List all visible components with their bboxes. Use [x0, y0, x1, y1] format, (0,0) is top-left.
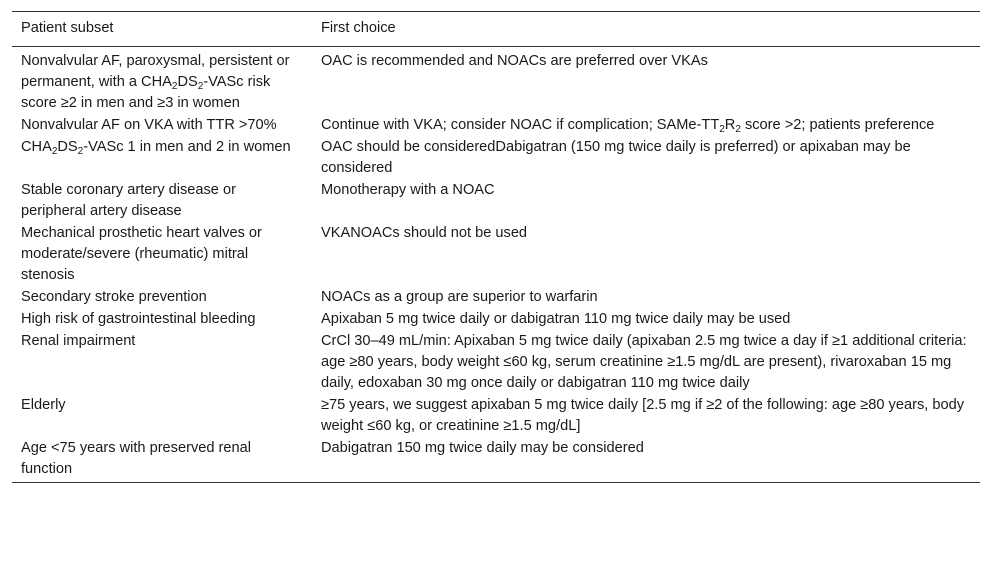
cell-patient-subset	[12, 137, 312, 180]
cell-patient-subset	[12, 331, 312, 395]
cell-text: Nonvalvular AF, paroxysmal, persistent or permanent, with a CHA	[21, 53, 290, 90]
cell-text: CrCl 30–49 mL/min: Apixaban 5 mg twice daily (apixaban 2.5 mg twice a day if ≥1 additional criteria: age ≥80 years, body weight ≤60 kg, serum creatinine ≥1.5 mg/dL are present), rivaroxaban 15 mg daily, edoxaban 30 mg once daily or dabigatran 110 mg twice daily	[321, 333, 967, 391]
cell-patient-subset	[12, 47, 312, 116]
cell-patient-subset	[12, 287, 312, 309]
cell-text: Mechanical prosthetic heart valves or moderate/severe (rheumatic) mitral stenosis	[21, 225, 262, 283]
cell-text: Elderly	[21, 397, 66, 413]
cell-first-choice	[312, 180, 980, 223]
table-row	[12, 115, 980, 137]
recommendation-table	[12, 11, 980, 483]
table-row	[12, 223, 980, 287]
header-patient-subset: Patient subset	[21, 20, 114, 36]
header-first-choice: First choice	[321, 20, 396, 36]
cell-text: -VASc risk score ≥2 in men and ≥3 in women	[21, 74, 271, 111]
subscript-text: 2	[735, 124, 741, 135]
cell-patient-subset	[12, 223, 312, 287]
cell-text: Secondary stroke prevention	[21, 289, 207, 305]
cell-text: NOACs as a group are superior to warfarin	[321, 289, 598, 305]
cell-text: DS	[57, 139, 78, 155]
cell-text: Renal impairment	[21, 333, 136, 349]
cell-first-choice	[312, 47, 980, 116]
cell-text: Dabigatran 150 mg twice daily may be considered	[321, 440, 644, 456]
cell-text: Nonvalvular AF on VKA with TTR >70%	[21, 117, 277, 133]
table-row	[12, 331, 980, 395]
table-body	[12, 47, 980, 483]
cell-text: R	[724, 117, 736, 133]
subscript-text: 2	[77, 146, 84, 157]
cell-first-choice	[312, 438, 980, 483]
cell-first-choice	[312, 331, 980, 395]
cell-patient-subset	[12, 180, 312, 223]
cell-text: OAC should be consideredDabigatran (150 mg twice daily is preferred) or apixaban may be considered	[321, 139, 911, 176]
recommendation-table-container	[12, 11, 980, 483]
cell-text: DS	[177, 74, 198, 90]
table-row	[12, 309, 980, 331]
cell-patient-subset	[12, 395, 312, 438]
cell-first-choice	[312, 115, 980, 137]
cell-text: Apixaban 5 mg twice daily or dabigatran 110 mg twice daily may be used	[321, 311, 791, 327]
cell-text: OAC is recommended and NOACs are preferred over VKAs	[321, 53, 708, 69]
cell-text: Age <75 years with preserved renal function	[21, 440, 251, 477]
cell-first-choice	[312, 223, 980, 287]
cell-text: Stable coronary artery disease or peripheral artery disease	[21, 182, 236, 219]
cell-text: Continue with VKA; consider NOAC if complication; SAMe-TT	[321, 117, 720, 133]
subscript-text: 2	[51, 146, 58, 157]
table-row	[12, 47, 980, 116]
table-row	[12, 438, 980, 483]
cell-text: High risk of gastrointestinal bleeding	[21, 311, 256, 327]
cell-text: VKANOACs should not be used	[321, 225, 528, 241]
cell-text: -VASc 1 in men and 2 in women	[83, 139, 291, 155]
subscript-text: 2	[719, 124, 725, 135]
subscript-text: 2	[171, 81, 178, 92]
subscript-text: 2	[197, 81, 204, 92]
cell-text: Monotherapy with a NOAC	[321, 182, 495, 198]
cell-patient-subset	[12, 438, 312, 483]
cell-first-choice	[312, 395, 980, 438]
table-row	[12, 137, 980, 180]
cell-text: CHA	[21, 139, 52, 155]
cell-first-choice	[312, 137, 980, 180]
cell-first-choice	[312, 287, 980, 309]
cell-first-choice	[312, 309, 980, 331]
cell-patient-subset	[12, 115, 312, 137]
cell-text: ≥75 years, we suggest apixaban 5 mg twice daily [2.5 mg if ≥2 of the following: age ≥80 years, body weight ≤60 kg, or creatinine ≥1.5 mg/dL]	[321, 397, 964, 434]
cell-text: score >2; patients preference	[740, 117, 935, 133]
table-row	[12, 395, 980, 438]
table-row	[12, 287, 980, 309]
table-row	[12, 180, 980, 223]
table-header-row	[12, 12, 980, 47]
cell-patient-subset	[12, 309, 312, 331]
